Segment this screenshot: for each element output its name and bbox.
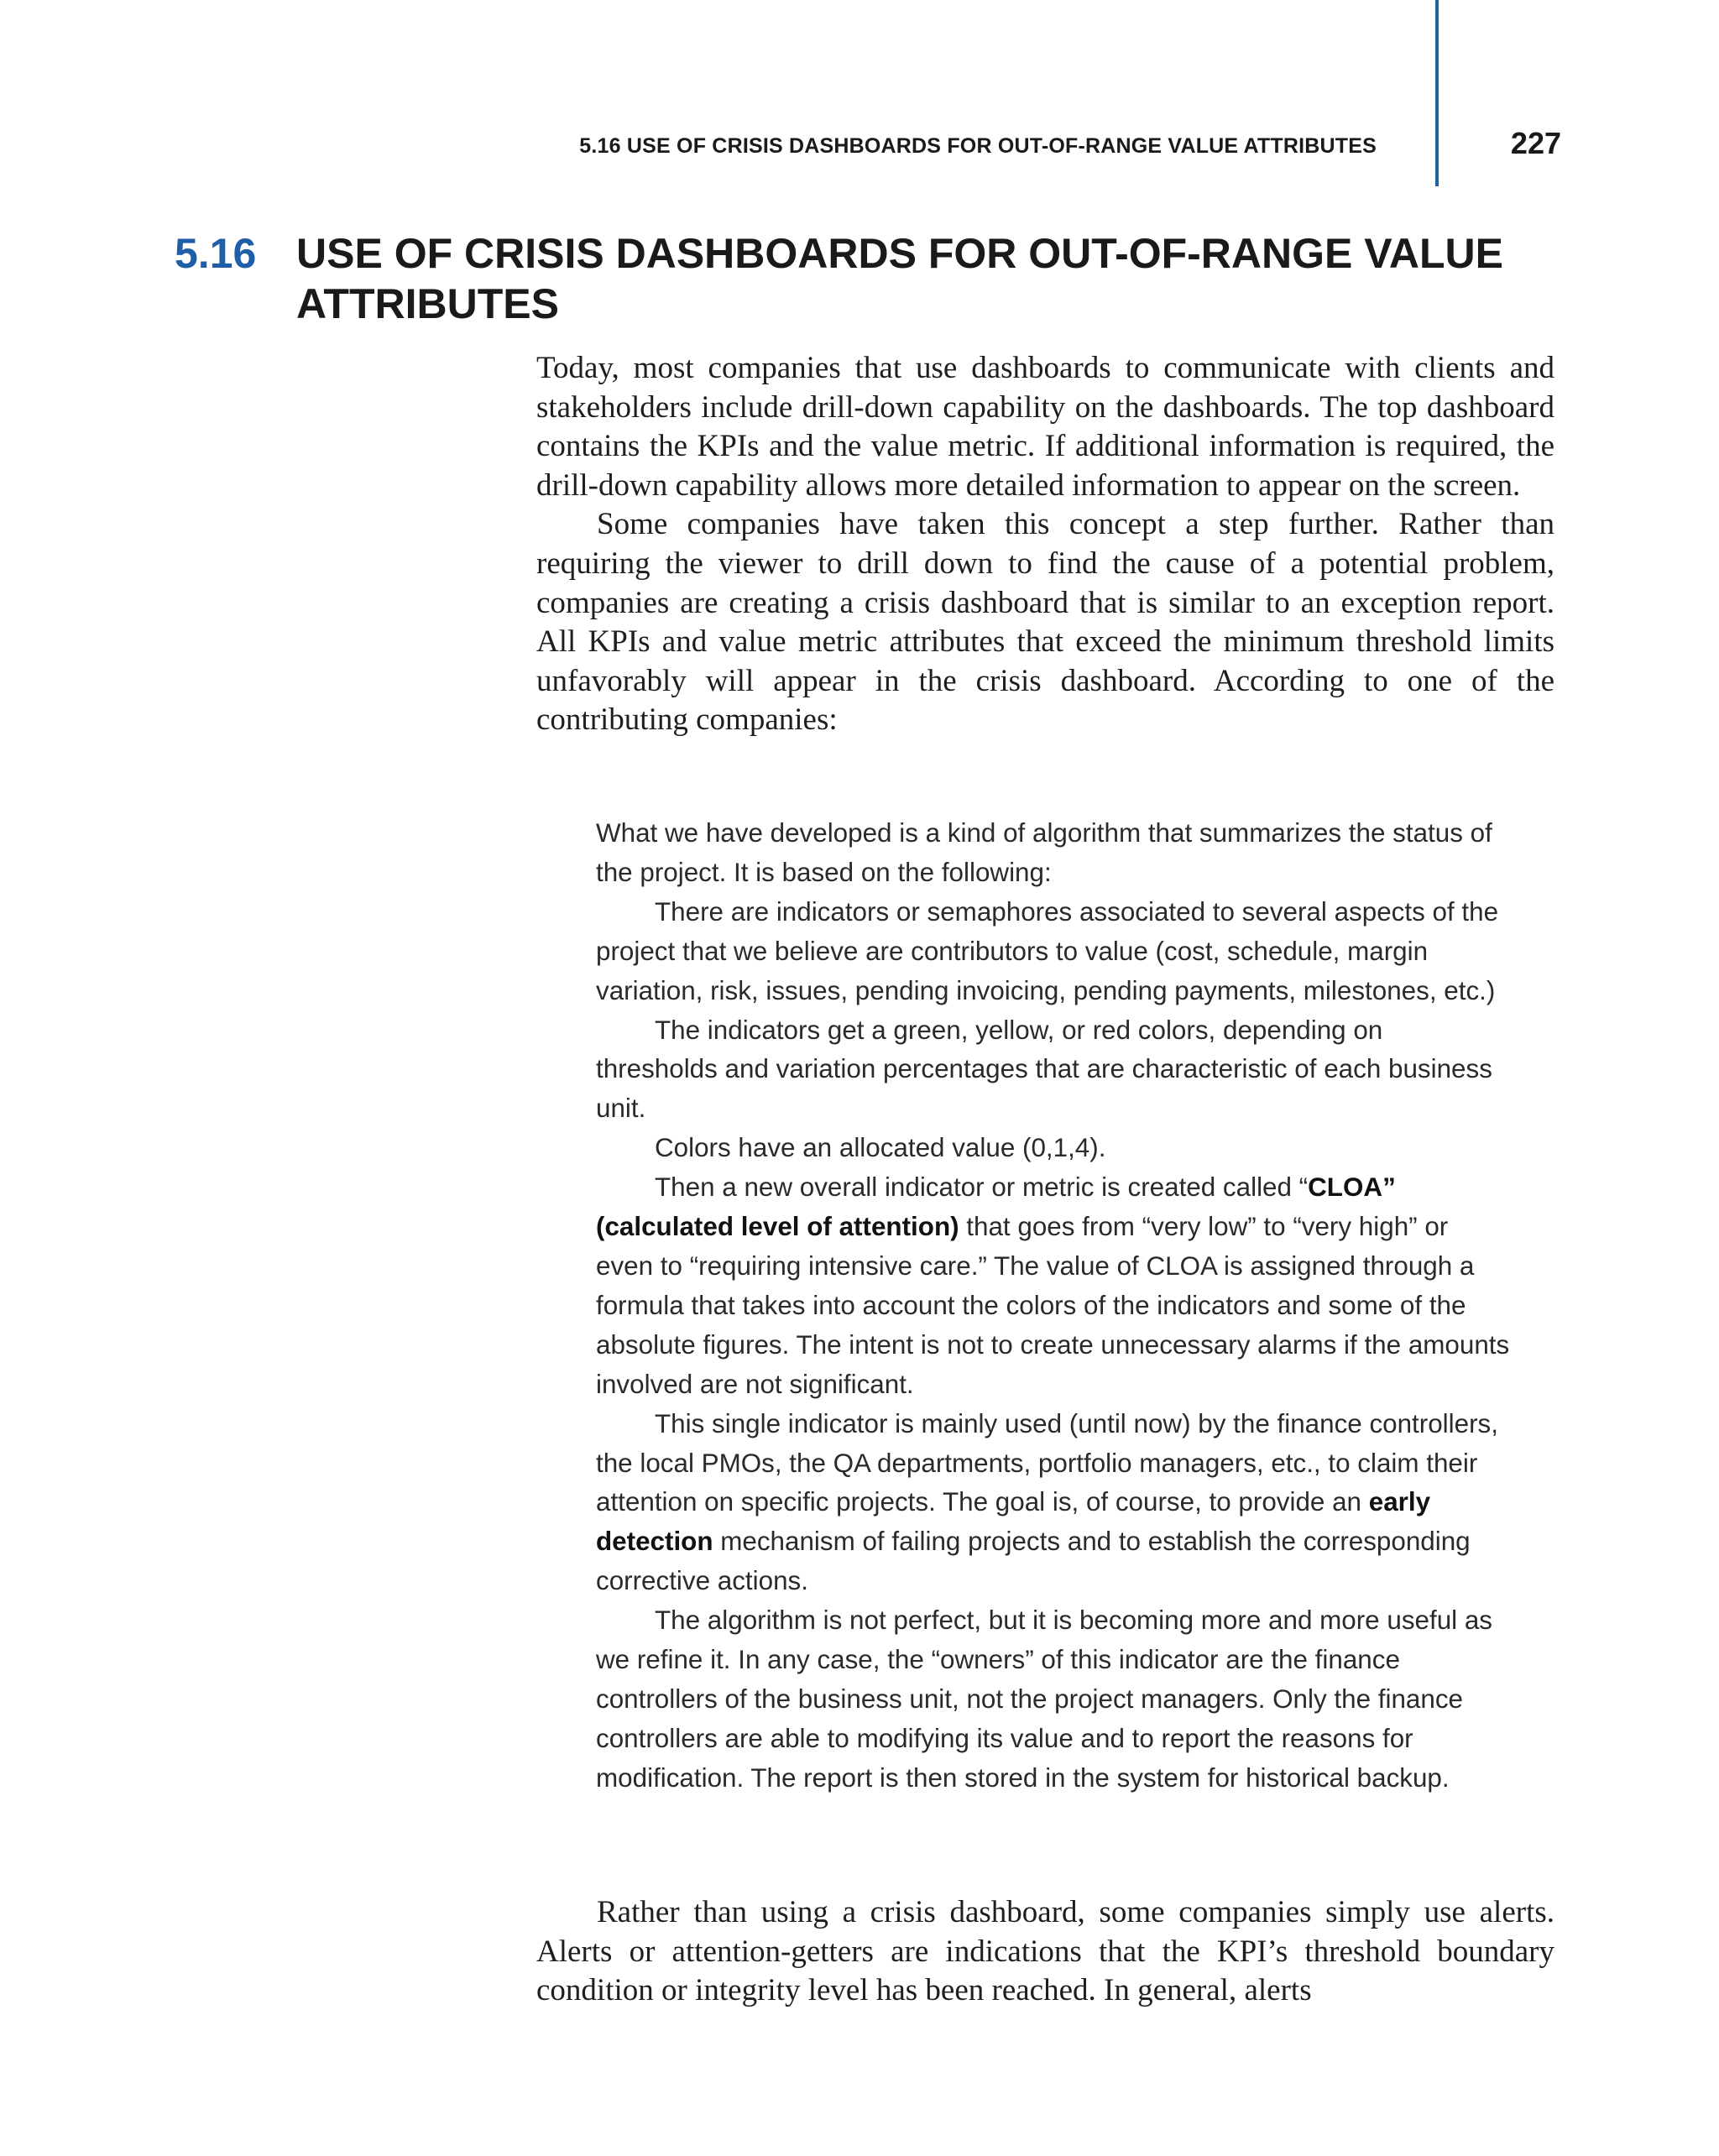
body-paragraph-3: Rather than using a crisis dashboard, some companies simply use alerts. Alerts or attention-getters are indications that the KPI’s threshold boundary condition or integrity level has been reached. In general, alerts [536,1895,1554,2008]
quote-text: that goes from “very low” to “very high” or even to “requiring intensive care.” The value of CLOA is assigned through a formula that takes into account the colors of the indicators and some of the absolute figures. The intent is not to create unnecessary alarms if the amounts involved are not significant. [596,1212,1510,1399]
quote-text: mechanism of failing projects and to establish the corresponding corrective actions. [596,1527,1471,1596]
body-paragraph-2: Some companies have taken this concept a step further. Rather than requiring the viewer to drill down to find the cause of a potential problem, companies are creating a crisis dashboard that is similar to an exception report. All KPIs and value metric attributes that exceed the minimum threshold limits unfavorably will appear in the crisis dashboard. According to one of the contributing companies: [536,507,1554,738]
body-closing [536,1893,1554,2011]
page-number: 227 [1510,126,1561,160]
quote-paragraph-2: There are indicators or semaphores associated to several aspects of the project that we believe are contributors to value (cost, schedule, margin variation, risk, issues, pending invoicing, pending payments, milestones, etc.) [596,896,1499,1005]
quote-text: This single indicator is mainly used (until now) by the finance controllers, the local PMOs, the QA departments, portfolio managers, etc., to claim their attention on specific projects. The goal is, of course, to provide an [596,1408,1498,1517]
quote-paragraph-3: The indicators get a green, yellow, or red colors, depending on thresholds and variation percentages that are characteristic of each business unit. [596,1015,1492,1124]
body-opening [536,349,1554,740]
section-number: 5.16 [175,230,257,277]
running-head: 5.16 USE OF CRISIS DASHBOARDS FOR OUT-OF-RANGE VALUE ATTRIBUTES [579,134,1377,158]
cloa-term: CLOA” (calculated level of attention) [596,1172,1396,1242]
quote-paragraph-6 [596,1405,1511,1602]
quote-paragraph-5 [596,1168,1511,1404]
quote-paragraph-1: What we have developed is a kind of algorithm that summarizes the status of the project. It is based on the following: [596,818,1492,887]
block-quote [596,814,1511,1798]
body-paragraph-1: Today, most companies that use dashboards to communicate with clients and stakeholders include drill-down capability on the dashboards. The top dashboard contains the KPIs and the value metric. If additional information is required, the drill-down capability allows more detailed information to appear on the screen. [536,351,1554,503]
quote-paragraph-4: Colors have an allocated value (0,1,4). [655,1133,1106,1163]
quote-text: Then a new overall indicator or metric is created called “ [655,1172,1309,1203]
quote-paragraph-7: The algorithm is not perfect, but it is becoming more and more useful as we refine it. In any case, the “owners” of this indicator are the finance controllers of the business unit, not the project managers. Only the finance controllers are able to modifying its value and to report the reasons for modification. The report is then stored in the system for historical backup. [596,1605,1493,1793]
early-detection-term: early detection [596,1487,1431,1557]
section-title: USE OF CRISIS DASHBOARDS FOR OUT-OF-RANGE VALUE ATTRIBUTES [296,230,1504,327]
header-rule [1435,0,1439,186]
